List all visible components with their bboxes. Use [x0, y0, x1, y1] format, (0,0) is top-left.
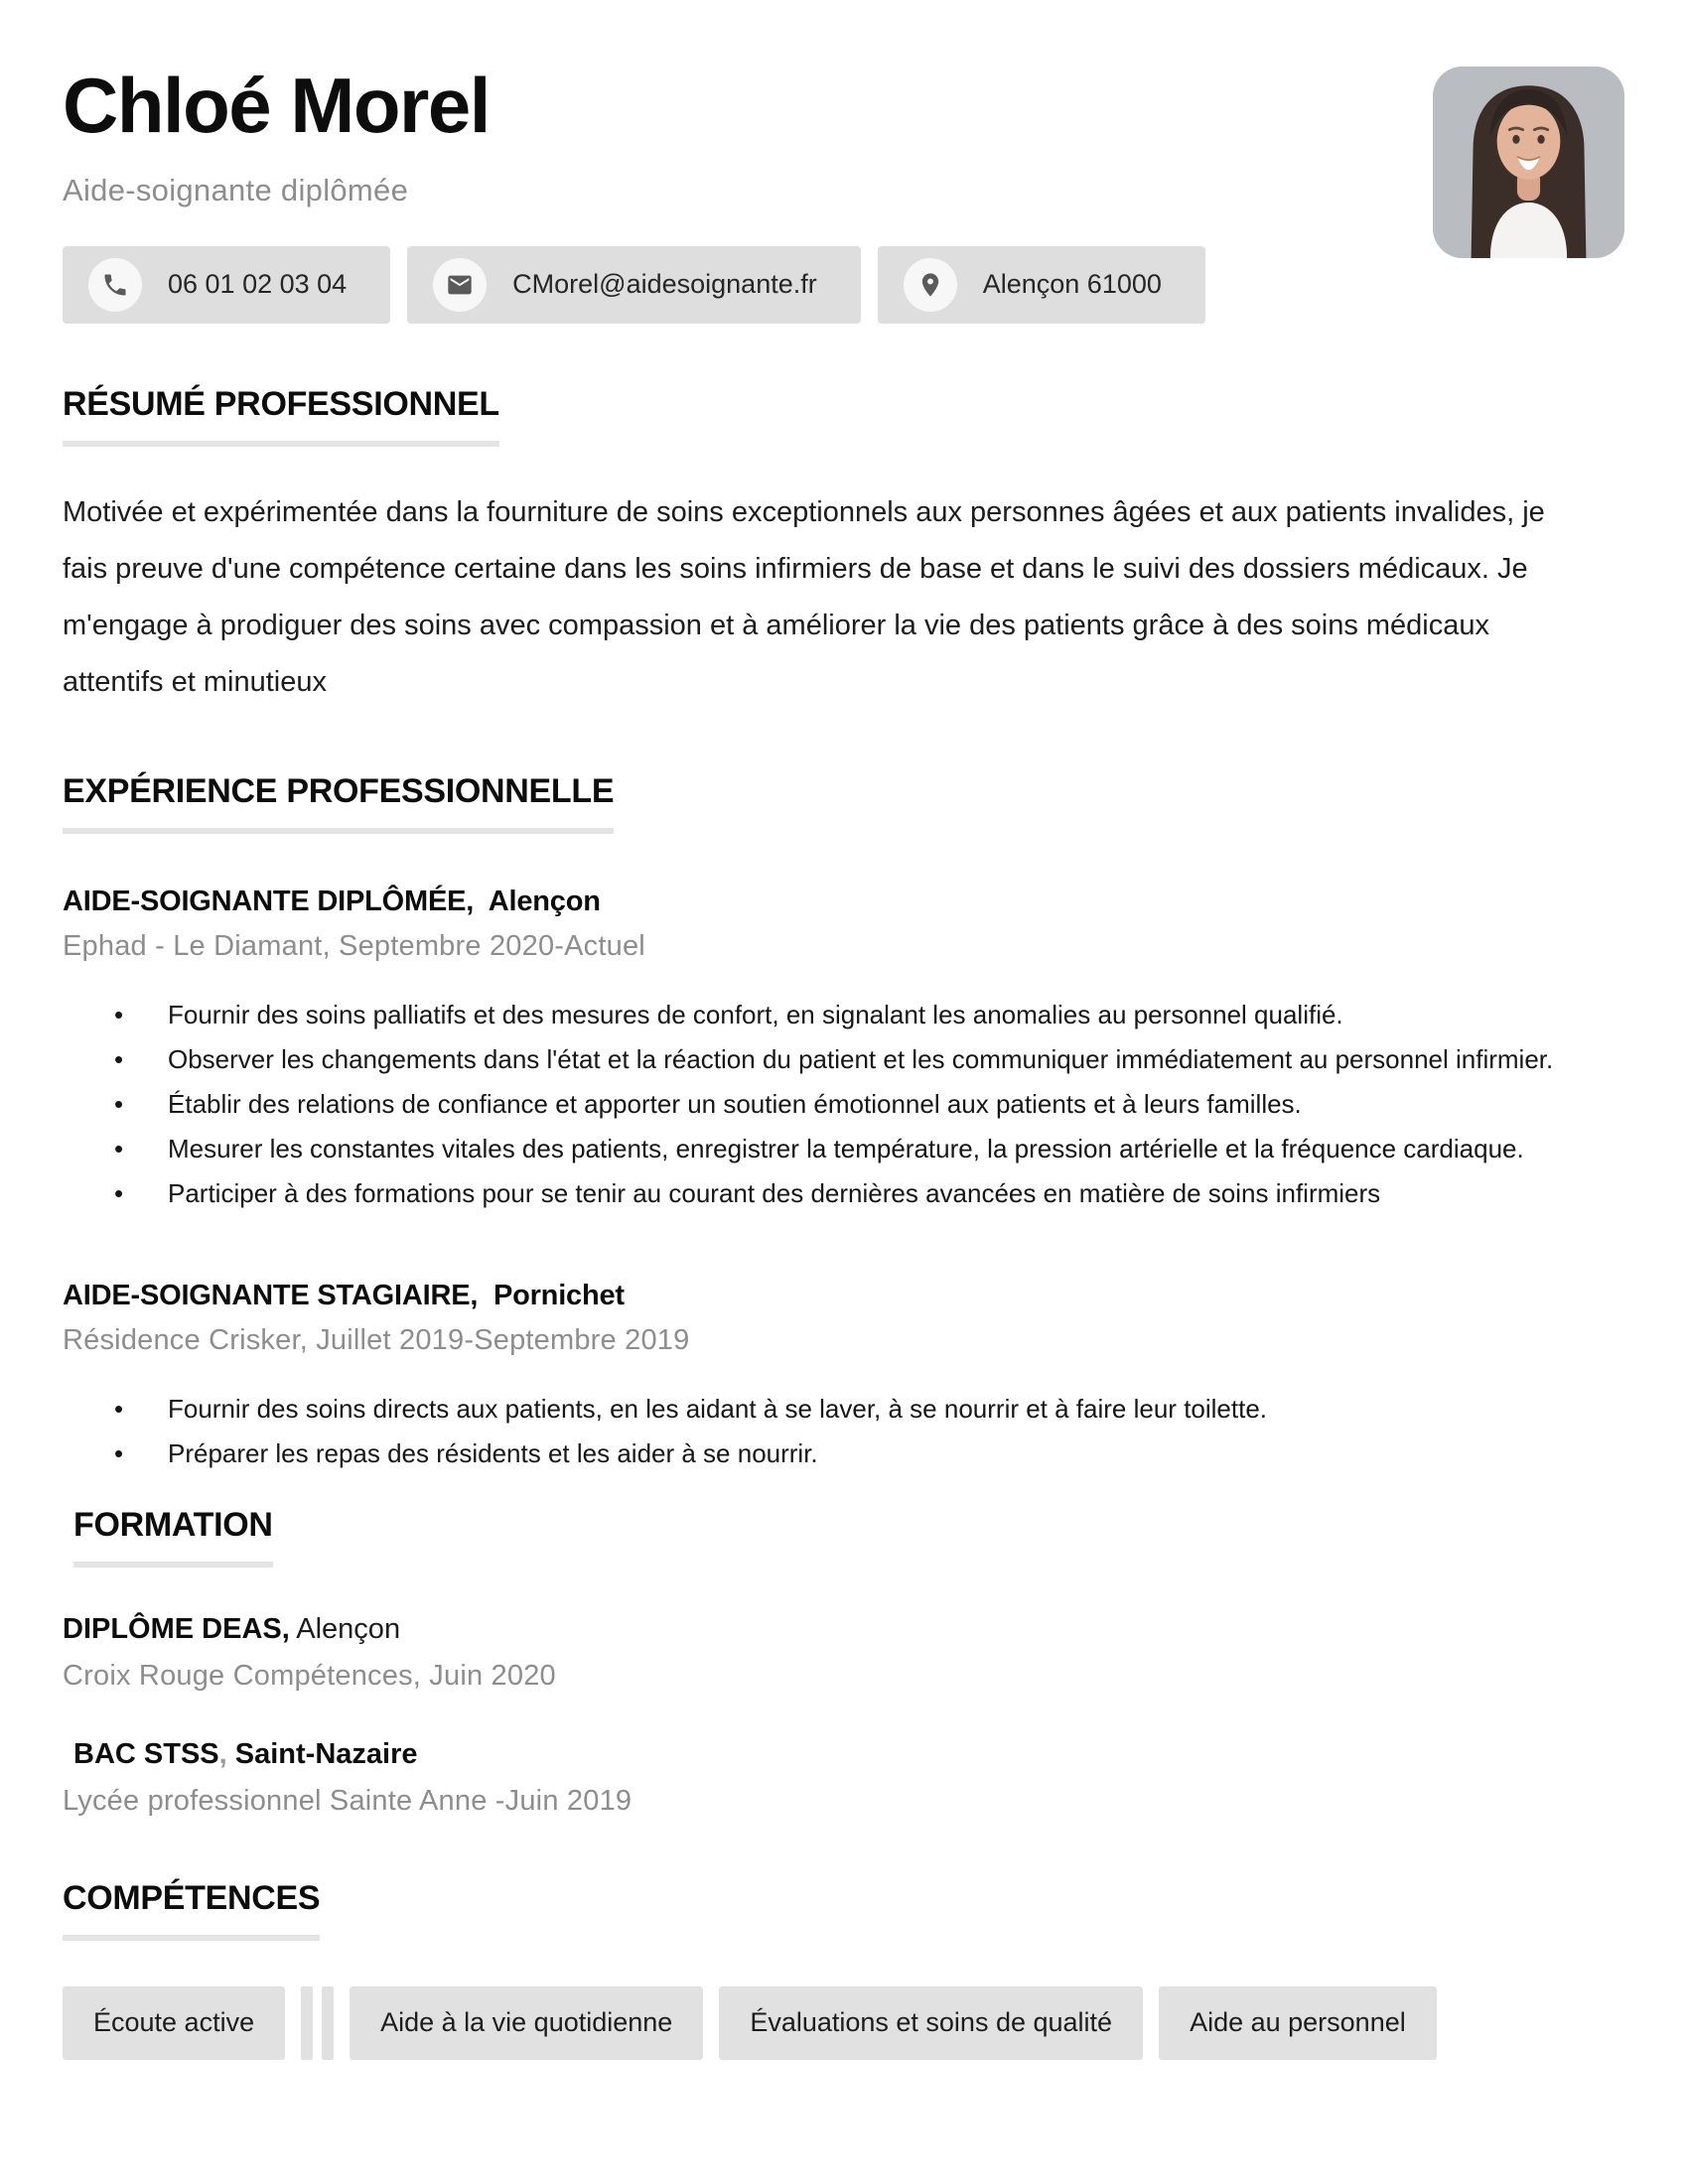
- education-entry: [63, 1738, 1625, 1818]
- summary-paragraph: Motivée et expérimentée dans la fourniture de soins exceptionnels aux personnes âgées et aux patients invalides, je fais preuve d'une compétence certaine dans les soins infirmiers de base et dans le suivi des dossiers médicaux. Je m'engage à prodiguer des soins avec compassion et à améliorer la vie des patients grâce à des soins médicaux attentifs et minutieux: [63, 495, 1545, 698]
- degree-name: DIPLÔME DEAS,: [63, 1612, 290, 1645]
- education-section-header: [63, 1506, 273, 1568]
- job-bullet: • Observer les changements dans l'état et la réaction du patient et les communiquer immédiatement au personnel infirmier.: [63, 1037, 1625, 1082]
- education-heading: FORMATION: [73, 1505, 273, 1544]
- phone-number: 06 01 02 03 04: [168, 269, 348, 300]
- job-bullet: • Mesurer les constantes vitales des patients, enregistrer la température, la pression artérielle et la fréquence cardiaque.: [63, 1127, 1625, 1171]
- location-pill: [878, 246, 1205, 324]
- job-title: [63, 886, 1625, 918]
- degree-title: [63, 1613, 1625, 1646]
- skill-badge: Évaluations et soins de qualité: [719, 1986, 1143, 2060]
- experience-entry: [63, 1280, 1625, 1476]
- school-dates: Croix Rouge Compétences, Juin 2020: [63, 1659, 556, 1692]
- skill-badge: Écoute active: [63, 1986, 285, 2060]
- job-title-location: Alençon: [488, 885, 601, 917]
- location-text: Alençon 61000: [982, 269, 1162, 300]
- degree-separator: ,: [218, 1737, 227, 1770]
- job-bullet: • Fournir des soins directs aux patients, en les aidant à se laver, à se nourrir et à faire leur toilette.: [63, 1387, 1625, 1432]
- job-bullet-list: [63, 993, 1625, 1216]
- envelope-icon: [433, 258, 487, 312]
- profile-photo-illustration: [1433, 67, 1624, 258]
- profile-photo: [1433, 67, 1624, 258]
- job-employer-dates: Ephad - Le Diamant, Septembre 2020-Actuel: [63, 929, 645, 962]
- skills-heading-underline: [63, 1935, 320, 1941]
- skills-section-header: [63, 1879, 320, 1941]
- skills-heading: COMPÉTENCES: [63, 1878, 321, 1917]
- job-bullet: • Fournir des soins palliatifs et des mesures de confort, en signalant les anomalies au personnel qualifié.: [63, 993, 1625, 1037]
- job-bullet: • Établir des relations de confiance et apporter un soutien émotionnel aux patients et à leurs familles.: [63, 1082, 1625, 1127]
- experience-section-header: [63, 772, 614, 834]
- job-title-location: Pornichet: [492, 1279, 625, 1311]
- skill-divider-bar: [301, 1986, 313, 2060]
- experience-heading: EXPÉRIENCE PROFESSIONNELLE: [63, 771, 615, 810]
- experience-heading-underline: [63, 828, 614, 834]
- skill-divider-bar: [322, 1986, 334, 2060]
- contact-row: [63, 246, 1625, 324]
- phone-pill: [63, 246, 390, 324]
- email-address: CMorel@aidesoignante.fr: [512, 269, 817, 300]
- summary-heading-underline: [63, 441, 499, 447]
- summary-heading: RÉSUMÉ PROFESSIONNEL: [63, 384, 499, 423]
- email-pill: [407, 246, 861, 324]
- job-title-role: AIDE-SOIGNANTE DIPLÔMÉE,: [63, 885, 475, 917]
- job-bullet: • Participer à des formations pour se tenir au courant des dernières avancées en matière de soins infirmiers: [63, 1171, 1625, 1216]
- page-title-name: Chloé Morel: [63, 62, 490, 149]
- degree-location: Saint-Nazaire: [226, 1737, 418, 1770]
- education-entry: [63, 1613, 1625, 1693]
- job-bullet: • Préparer les repas des résidents et les aider à se nourrir.: [63, 1432, 1625, 1476]
- degree-name: BAC STSS: [73, 1737, 219, 1770]
- degree-title: [73, 1738, 1625, 1771]
- skill-badge: Aide à la vie quotidienne: [350, 1986, 703, 2060]
- school-dates: Lycée professionnel Sainte Anne -Juin 2019: [63, 1784, 633, 1817]
- job-bullet-list: [63, 1387, 1625, 1476]
- job-title-role: AIDE-SOIGNANTE STAGIAIRE,: [63, 1279, 479, 1311]
- skill-badge: Aide au personnel: [1159, 1986, 1437, 2060]
- job-employer-dates: Résidence Crisker, Juillet 2019-Septembre 2019: [63, 1323, 690, 1356]
- experience-entry: [63, 886, 1625, 1216]
- summary-section-header: [63, 385, 499, 447]
- skill-divider: [301, 1986, 334, 2060]
- job-title: [63, 1280, 1625, 1312]
- professional-title: Aide-soignante diplômée: [63, 172, 409, 207]
- skills-row: [63, 1986, 1625, 2060]
- degree-location: Alençon: [289, 1612, 401, 1645]
- map-pin-icon: [904, 258, 957, 312]
- education-heading-underline: [73, 1562, 273, 1568]
- phone-icon: [88, 258, 142, 312]
